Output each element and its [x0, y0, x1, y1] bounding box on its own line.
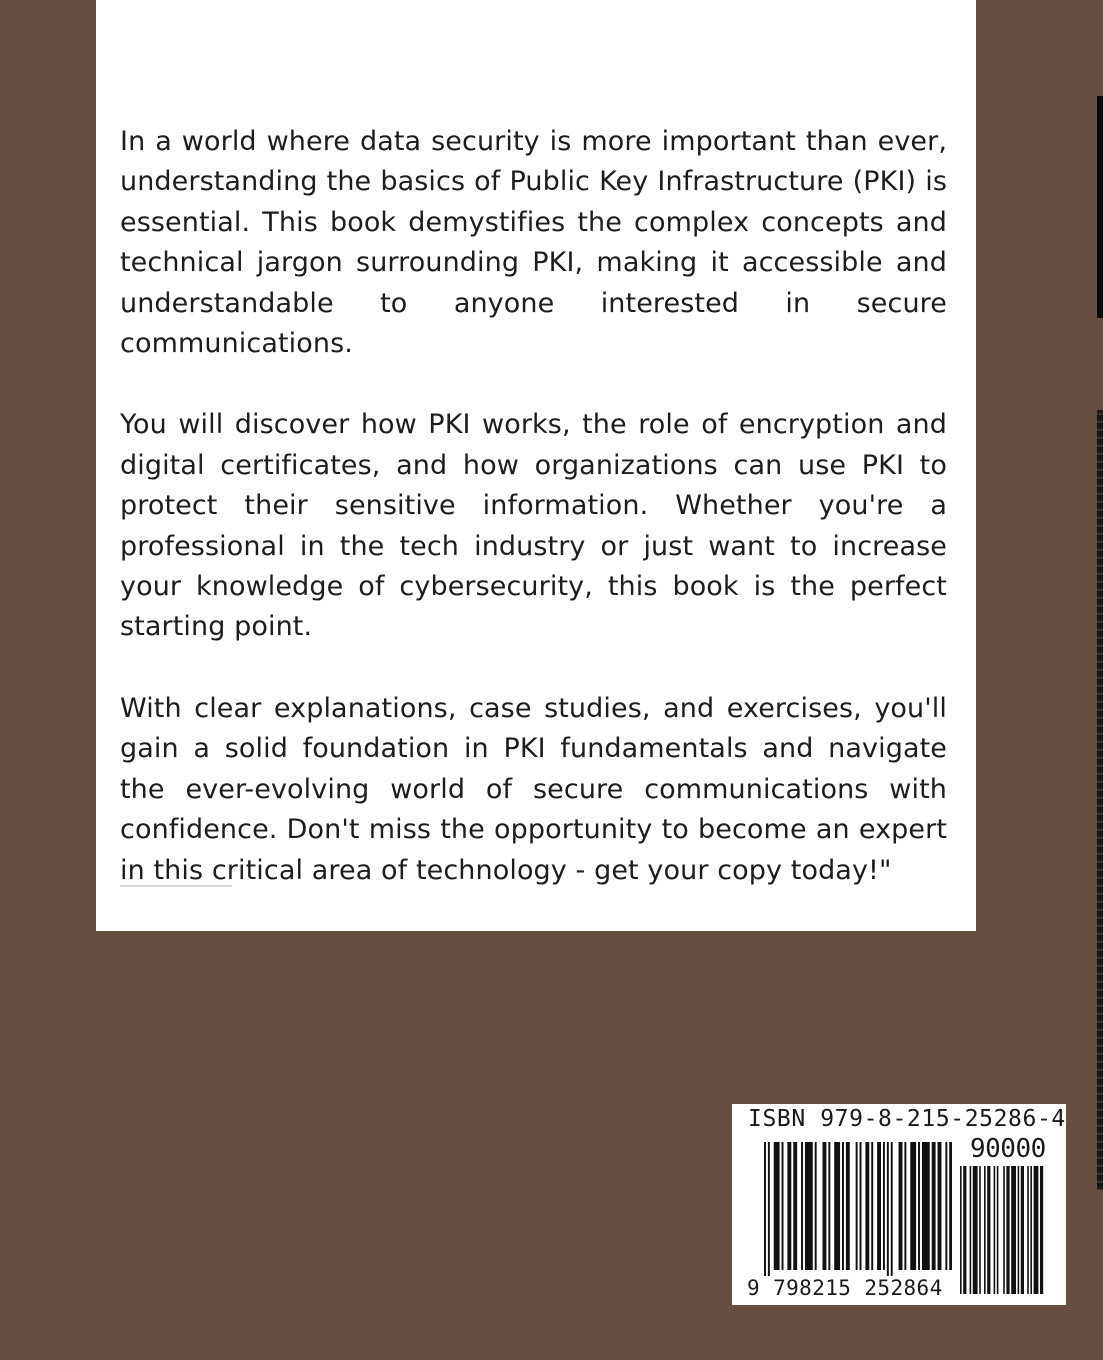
barcode-bar — [945, 1142, 947, 1270]
ean-digits: 9 798215 252864 — [747, 1276, 943, 1300]
barcode-bar — [801, 1142, 803, 1270]
barcode-bar — [1018, 1166, 1020, 1294]
barcode-bar — [922, 1142, 930, 1270]
barcode-bar — [1011, 1166, 1016, 1294]
barcode-bar — [815, 1142, 817, 1270]
barcode-bar — [899, 1142, 903, 1270]
barcode-bar — [828, 1142, 830, 1270]
spine-edge-top — [1097, 96, 1103, 318]
barcode-bar — [887, 1142, 889, 1282]
barcode-bar — [764, 1142, 766, 1282]
underline-mark — [120, 885, 232, 887]
barcode-bar — [871, 1142, 873, 1270]
isbn-barcode — [732, 1104, 1066, 1305]
barcode-bar — [1040, 1166, 1043, 1294]
barcode-bar — [1021, 1166, 1024, 1294]
barcode-bar — [960, 1166, 962, 1294]
barcode-bar — [1034, 1166, 1039, 1294]
barcode-bar — [768, 1142, 770, 1282]
barcode-bar — [860, 1142, 862, 1270]
barcode-bar — [973, 1166, 978, 1294]
barcode-bar — [846, 1142, 850, 1270]
barcode-bar — [987, 1166, 990, 1294]
barcode-bar — [1027, 1166, 1029, 1294]
barcode-bar — [1030, 1166, 1032, 1294]
barcode-bar — [782, 1142, 784, 1270]
price-code: 90000 — [970, 1134, 1046, 1164]
barcode-bar — [932, 1142, 936, 1270]
barcode-bar — [979, 1166, 981, 1294]
barcode-bar — [865, 1142, 869, 1270]
spine-edge-bottom — [1097, 410, 1103, 1190]
blurb-paragraph-1: In a world where data security is more important than ever, understanding the basics of Public Key Infrastructure (PKI) is essential. This book demystifies the complex concepts and technical jargon surrounding PKI, making it accessible and understandable to anyone interested in secure communications. — [120, 126, 947, 360]
barcode-bar — [883, 1142, 885, 1270]
barcode-bars-addon — [960, 1166, 1052, 1294]
blurb-paragraph-3: With clear explanations, case studies, and exercises, you'll gain a solid foundation in PKI fundamentals and navigate the ever-evolving world of secure communications with confidence. Don't miss the opportunity to become an expert in this critical area of technology - get your copy today!" — [120, 692, 947, 886]
blurb-paragraph-2: You will discover how PKI works, the role of encryption and digital certificates, and how organizations can use PKI to protect their sensitive information. Whether you're a professional in the tech industry or just want to increase your knowledge of cybersecurity, this book is the perfect starting point. — [120, 409, 947, 643]
barcode-bar — [793, 1142, 797, 1270]
barcode-bar — [805, 1142, 813, 1270]
barcode-bar — [994, 1166, 996, 1294]
barcode-bar — [877, 1142, 881, 1270]
barcode-bar — [842, 1142, 844, 1270]
isbn-label: ISBN 979-8-215-25286-4 — [748, 1106, 1066, 1132]
barcode-bar — [1006, 1166, 1009, 1294]
barcode-bar — [904, 1142, 906, 1270]
barcode-bar — [997, 1166, 999, 1294]
barcode-bars-main — [764, 1142, 952, 1294]
barcode-bar — [918, 1142, 920, 1270]
barcode-bar — [938, 1142, 942, 1270]
barcode-bar — [949, 1142, 952, 1270]
barcode-bar — [1003, 1166, 1005, 1294]
barcode-bar — [963, 1166, 966, 1294]
barcode-bar — [834, 1142, 840, 1270]
barcode-bar — [823, 1142, 827, 1270]
barcode-bar — [984, 1166, 986, 1294]
barcode-bar — [970, 1166, 972, 1294]
barcode-bar — [856, 1142, 858, 1270]
barcode-bar — [774, 1142, 780, 1270]
barcode-bar — [891, 1142, 893, 1282]
barcode-bar — [787, 1142, 791, 1270]
barcode-bar — [910, 1142, 916, 1270]
book-blurb — [120, 122, 947, 932]
